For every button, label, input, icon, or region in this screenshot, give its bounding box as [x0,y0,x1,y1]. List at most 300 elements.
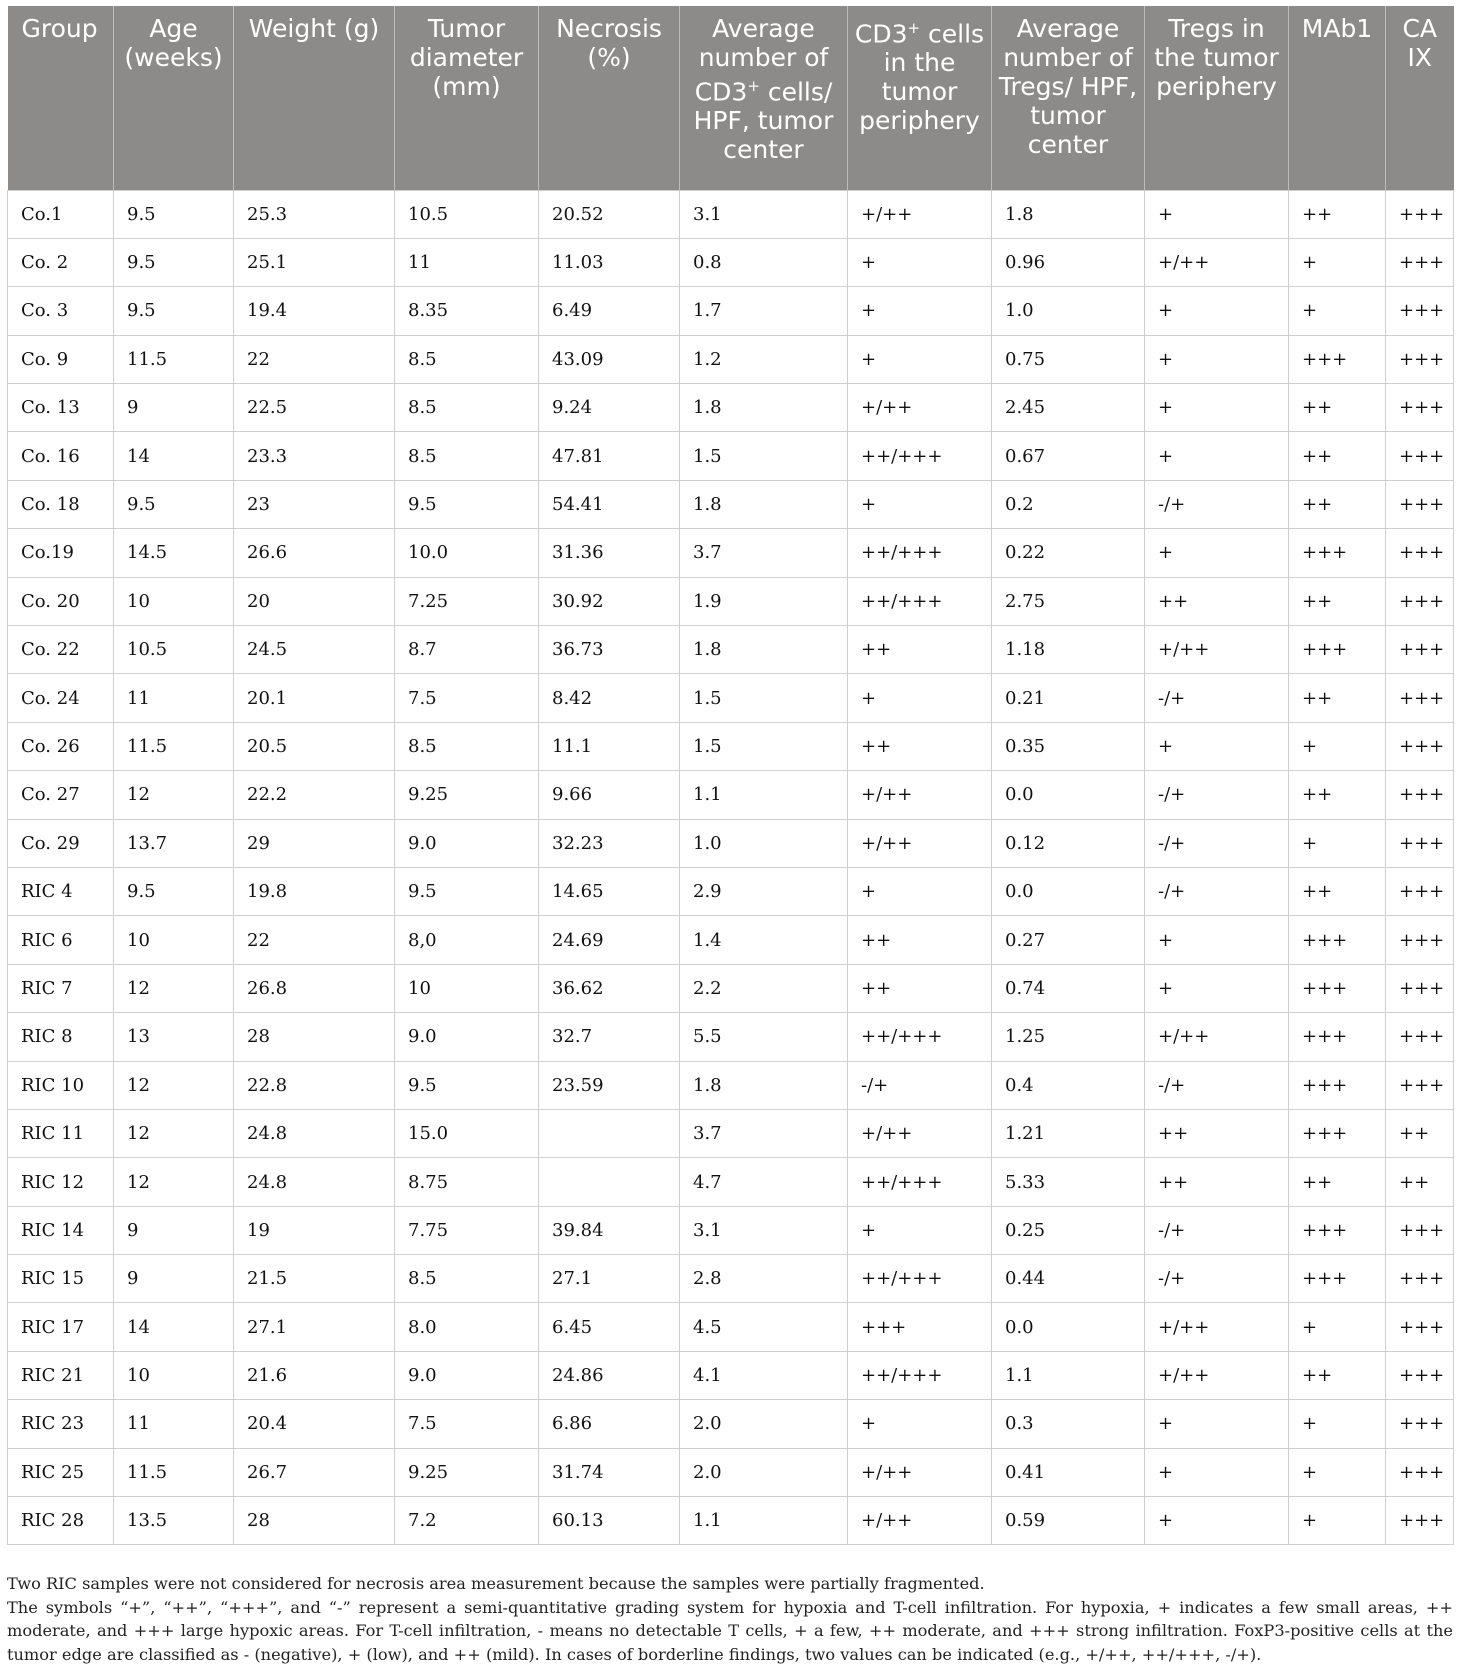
table-cell: 9 [114,1206,234,1254]
table-cell: 2.8 [680,1255,848,1303]
table-row [8,819,1454,867]
table-cell: RIC 7 [8,964,114,1012]
table-cell: 9.66 [539,771,680,819]
table-cell: 10 [114,1351,234,1399]
table-cell: 9.5 [114,480,234,528]
table-cell: Co. 16 [8,432,114,480]
table-row [8,335,1454,383]
table-cell [539,1158,680,1206]
table-cell: 3.1 [680,190,848,238]
table-cell: 43.09 [539,335,680,383]
table-cell: 8.5 [395,335,539,383]
column-header: Necrosis (%) [539,6,680,190]
table-cell: 22 [234,335,395,383]
table-row [8,238,1454,286]
table-cell: 2.75 [992,577,1145,625]
table-cell: ++/+++ [848,432,992,480]
table-cell: Co. 22 [8,626,114,674]
column-header-text: CD3 [854,19,908,49]
table-cell: Co. 24 [8,674,114,722]
table-cell: 9.5 [395,1061,539,1109]
data-table-container [7,6,1453,1545]
table-cell: +++ [1386,384,1454,432]
table-cell: 1.2 [680,335,848,383]
table-cell: ++ [1289,771,1386,819]
table-cell: 60.13 [539,1497,680,1545]
table-cell: 11 [114,1400,234,1448]
table-cell: ++ [1289,190,1386,238]
table-cell: + [1145,287,1289,335]
table-cell: 1.8 [680,626,848,674]
table-cell: +++ [1386,1497,1454,1545]
table-cell: 7.2 [395,1497,539,1545]
table-cell: 6.86 [539,1400,680,1448]
table-cell: 24.8 [234,1109,395,1157]
table-cell [539,1109,680,1157]
table-cell: -/+ [1145,1061,1289,1109]
table-cell: 0.41 [992,1448,1145,1496]
table-row [8,384,1454,432]
table-cell: 19.4 [234,287,395,335]
table-cell: 10.0 [395,529,539,577]
table-cell: +++ [1386,867,1454,915]
table-body [8,190,1454,1545]
table-cell: RIC 25 [8,1448,114,1496]
table-cell: 7.75 [395,1206,539,1254]
table-cell: + [848,480,992,528]
column-header: Average number of Tregs/ HPF, tumor center [992,6,1145,190]
table-cell: +++ [1289,1013,1386,1061]
table-cell: +++ [1386,1400,1454,1448]
table-cell: 1.5 [680,722,848,770]
table-cell: 1.1 [992,1351,1145,1399]
table-row [8,480,1454,528]
table-row [8,1061,1454,1109]
table-cell: ++/+++ [848,529,992,577]
table-cell: 12 [114,1158,234,1206]
table-row [8,771,1454,819]
table-cell: 1.8 [992,190,1145,238]
table-cell: 1.9 [680,577,848,625]
column-header-text: cells/ HPF, tumor center [693,77,834,165]
table-cell: +/++ [1145,1351,1289,1399]
table-row [8,1255,1454,1303]
table-cell: -/+ [848,1061,992,1109]
table-cell: + [1289,1400,1386,1448]
table-cell: ++ [848,916,992,964]
table-cell: 2.45 [992,384,1145,432]
table-cell: 8.35 [395,287,539,335]
table-cell: 2.2 [680,964,848,1012]
table-cell: 20.4 [234,1400,395,1448]
table-cell: RIC 15 [8,1255,114,1303]
table-row [8,190,1454,238]
table-row [8,674,1454,722]
table-cell: + [1145,190,1289,238]
table-cell: ++ [1289,480,1386,528]
table-cell: 1.0 [680,819,848,867]
table-cell: 10 [114,916,234,964]
table-cell: 13 [114,1013,234,1061]
table-cell: + [1289,238,1386,286]
footnote-necrosis: Two RIC samples were not considered for necrosis area measurement because the samples were partially fragmented. [7,1574,985,1593]
table-row [8,1497,1454,1545]
table-cell: 12 [114,1061,234,1109]
table-cell: 14 [114,1303,234,1351]
table-cell: 24.5 [234,626,395,674]
table-cell: 0.0 [992,771,1145,819]
table-cell: + [1289,819,1386,867]
table-cell: 19 [234,1206,395,1254]
table-cell: 0.59 [992,1497,1145,1545]
table-cell: 20 [234,577,395,625]
table-cell: 0.25 [992,1206,1145,1254]
table-cell: ++ [1289,1351,1386,1399]
table-cell: 1.18 [992,626,1145,674]
table-row [8,1400,1454,1448]
table-cell: 0.12 [992,819,1145,867]
table-cell: ++ [1145,1158,1289,1206]
table-cell: RIC 17 [8,1303,114,1351]
table-cell: 0.0 [992,867,1145,915]
table-cell: +++ [1289,626,1386,674]
table-footnotes [7,1572,1453,1666]
table-cell: 5.33 [992,1158,1145,1206]
table-cell: +/++ [848,190,992,238]
table-cell: ++ [1289,432,1386,480]
table-cell: ++/+++ [848,1351,992,1399]
table-cell: 9.5 [114,238,234,286]
table-cell: 6.49 [539,287,680,335]
table-cell: 11.5 [114,722,234,770]
table-cell: ++ [1145,1109,1289,1157]
table-cell: + [1145,529,1289,577]
column-header: MAb1 [1289,6,1386,190]
table-cell: 1.1 [680,771,848,819]
column-header-text: cells in the tumor periphery [859,19,985,136]
table-cell: 12 [114,771,234,819]
table-cell: 9.25 [395,771,539,819]
table-cell: + [848,674,992,722]
table-cell: 12 [114,1109,234,1157]
table-cell: ++ [848,722,992,770]
table-row [8,432,1454,480]
table-cell: +++ [1386,1351,1454,1399]
table-cell: 1.5 [680,432,848,480]
table-cell: ++ [1289,674,1386,722]
table-cell: +++ [1386,771,1454,819]
table-cell: 9 [114,384,234,432]
table-cell: -/+ [1145,480,1289,528]
table-cell: + [848,287,992,335]
table-cell: 9.25 [395,1448,539,1496]
table-cell: +++ [1386,1013,1454,1061]
table-cell: 20.5 [234,722,395,770]
table-cell: + [1289,1303,1386,1351]
table-cell: +++ [1386,626,1454,674]
table-row [8,722,1454,770]
table-cell: +++ [1386,1206,1454,1254]
table-cell: 31.36 [539,529,680,577]
superscript-plus: + [747,77,760,95]
table-cell: 0.21 [992,674,1145,722]
table-cell: 0.75 [992,335,1145,383]
table-cell: -/+ [1145,867,1289,915]
table-cell: ++ [848,964,992,1012]
table-cell: 8.5 [395,722,539,770]
column-header [680,6,848,190]
column-header: Tregs in the tumor periphery [1145,6,1289,190]
table-cell: RIC 23 [8,1400,114,1448]
table-cell: Co. 18 [8,480,114,528]
table-cell: 9.0 [395,819,539,867]
table-cell: 0.22 [992,529,1145,577]
table-cell: 14.65 [539,867,680,915]
header-row [8,6,1454,190]
table-cell: Co.1 [8,190,114,238]
table-cell: + [1145,916,1289,964]
table-cell: 22.2 [234,771,395,819]
table-cell: 25.3 [234,190,395,238]
table-cell: ++ [1289,867,1386,915]
table-cell: 9.5 [395,867,539,915]
table-cell: RIC 14 [8,1206,114,1254]
table-cell: +++ [1289,1255,1386,1303]
column-header: Group [8,6,114,190]
table-cell: 0.96 [992,238,1145,286]
table-cell: 28 [234,1497,395,1545]
table-cell: 11.5 [114,335,234,383]
table-cell: 6.45 [539,1303,680,1351]
table-cell: 1.1 [680,1497,848,1545]
table-cell: 13.7 [114,819,234,867]
table-cell: 0.35 [992,722,1145,770]
table-cell: +/++ [848,384,992,432]
table-cell: +++ [1386,335,1454,383]
table-cell: +++ [1386,190,1454,238]
table-cell: +++ [1289,1109,1386,1157]
table-cell: +++ [1289,529,1386,577]
table-row [8,1351,1454,1399]
table-cell: +++ [1386,674,1454,722]
table-cell: 4.7 [680,1158,848,1206]
table-cell: 1.25 [992,1013,1145,1061]
table-cell: 24.8 [234,1158,395,1206]
table-cell: + [1145,335,1289,383]
table-cell: + [1289,1497,1386,1545]
table-cell: 7.5 [395,1400,539,1448]
table-cell: RIC 12 [8,1158,114,1206]
table-cell: Co. 9 [8,335,114,383]
table-row [8,626,1454,674]
table-cell: +++ [1386,480,1454,528]
table-cell: 26.6 [234,529,395,577]
table-cell: 14.5 [114,529,234,577]
table-cell: +++ [1289,916,1386,964]
table-cell: 27.1 [234,1303,395,1351]
table-header [8,6,1454,190]
table-cell: 14 [114,432,234,480]
table-cell: 8.5 [395,1255,539,1303]
table-cell: +/++ [848,1497,992,1545]
table-cell: + [1289,1448,1386,1496]
table-cell: 22.5 [234,384,395,432]
table-cell: 3.7 [680,1109,848,1157]
table-cell: +++ [1289,1061,1386,1109]
table-row [8,916,1454,964]
table-cell: +++ [1386,577,1454,625]
table-cell: 0.27 [992,916,1145,964]
table-cell: +++ [1386,1303,1454,1351]
table-cell: + [848,335,992,383]
table-cell: + [848,1206,992,1254]
table-cell: 9 [114,1255,234,1303]
table-cell: +++ [1386,916,1454,964]
table-cell: 24.69 [539,916,680,964]
table-cell: +/++ [1145,1013,1289,1061]
table-cell: Co. 26 [8,722,114,770]
table-cell: 26.8 [234,964,395,1012]
table-cell: 15.0 [395,1109,539,1157]
table-cell: 1.4 [680,916,848,964]
table-cell: 8.5 [395,432,539,480]
table-cell: 23.59 [539,1061,680,1109]
table-cell: +/++ [1145,626,1289,674]
table-cell: 36.73 [539,626,680,674]
table-cell: ++ [1289,1158,1386,1206]
table-cell: 22 [234,916,395,964]
table-cell: 9.5 [114,190,234,238]
table-cell: 11.5 [114,1448,234,1496]
table-cell: + [1145,432,1289,480]
table-cell: +/++ [848,1448,992,1496]
column-header: Age (weeks) [114,6,234,190]
table-cell: +++ [1386,287,1454,335]
table-cell: 23.3 [234,432,395,480]
table-cell: 2.0 [680,1448,848,1496]
table-cell: RIC 4 [8,867,114,915]
table-cell: 11 [395,238,539,286]
table-cell: + [1145,1448,1289,1496]
table-cell: 0.4 [992,1061,1145,1109]
table-row [8,1303,1454,1351]
table-cell: ++/+++ [848,1013,992,1061]
table-cell: Co. 27 [8,771,114,819]
table-cell: 23 [234,480,395,528]
table-row [8,577,1454,625]
table-cell: 9.0 [395,1351,539,1399]
table-cell: 10.5 [114,626,234,674]
table-row [8,867,1454,915]
table-cell: + [1145,1400,1289,1448]
table-cell: 11.03 [539,238,680,286]
data-table [7,6,1454,1545]
table-cell: 9.5 [114,287,234,335]
table-cell: 9.5 [395,480,539,528]
table-cell: ++ [1289,577,1386,625]
table-row [8,1448,1454,1496]
table-cell: 8.75 [395,1158,539,1206]
table-cell: 0.3 [992,1400,1145,1448]
table-cell: +++ [1386,819,1454,867]
table-cell: Co. 2 [8,238,114,286]
table-cell: 8.5 [395,384,539,432]
table-cell: RIC 21 [8,1351,114,1399]
table-cell: 1.5 [680,674,848,722]
table-cell: 28 [234,1013,395,1061]
table-cell: 2.9 [680,867,848,915]
table-cell: +/++ [848,819,992,867]
table-cell: + [1145,722,1289,770]
table-cell: +/++ [1145,238,1289,286]
table-cell: ++/+++ [848,1255,992,1303]
table-row [8,1158,1454,1206]
superscript-plus: + [907,19,921,37]
table-cell: 10 [114,577,234,625]
table-cell: 0.2 [992,480,1145,528]
table-cell: 32.23 [539,819,680,867]
table-cell: + [1289,287,1386,335]
table-cell: 4.1 [680,1351,848,1399]
table-cell: 47.81 [539,432,680,480]
table-cell: 13.5 [114,1497,234,1545]
table-cell: Co. 13 [8,384,114,432]
table-cell: 1.7 [680,287,848,335]
column-header: CA IX [1386,6,1454,190]
column-header: Tumor diameter (mm) [395,6,539,190]
table-cell: 2.0 [680,1400,848,1448]
table-cell: ++/+++ [848,577,992,625]
table-cell: 29 [234,819,395,867]
table-cell: ++ [848,626,992,674]
table-cell: 1.0 [992,287,1145,335]
table-cell: ++ [1386,1158,1454,1206]
table-cell: 26.7 [234,1448,395,1496]
table-cell: 1.21 [992,1109,1145,1157]
table-cell: +/++ [848,1109,992,1157]
table-cell: +/++ [848,771,992,819]
column-header [848,6,992,190]
table-cell: 7.25 [395,577,539,625]
table-cell: 7.5 [395,674,539,722]
table-cell: +++ [1386,432,1454,480]
table-cell: 12 [114,964,234,1012]
table-cell: 19.8 [234,867,395,915]
table-cell: ++ [1145,577,1289,625]
table-cell: 11 [114,674,234,722]
table-cell: + [848,867,992,915]
table-cell: ++ [1386,1109,1454,1157]
column-header: Weight (g) [234,6,395,190]
table-cell: ++ [1289,384,1386,432]
table-cell: RIC 11 [8,1109,114,1157]
table-cell: +++ [1386,529,1454,577]
table-cell: 0.74 [992,964,1145,1012]
table-row [8,964,1454,1012]
table-cell: 10 [395,964,539,1012]
table-cell: + [1145,964,1289,1012]
table-cell: + [1145,384,1289,432]
table-cell: 32.7 [539,1013,680,1061]
table-cell: 1.8 [680,480,848,528]
table-cell: 27.1 [539,1255,680,1303]
table-cell: 10.5 [395,190,539,238]
table-cell: 0.67 [992,432,1145,480]
table-cell: +++ [1386,964,1454,1012]
table-cell: +/++ [1145,1303,1289,1351]
table-cell: Co. 29 [8,819,114,867]
table-row [8,1109,1454,1157]
